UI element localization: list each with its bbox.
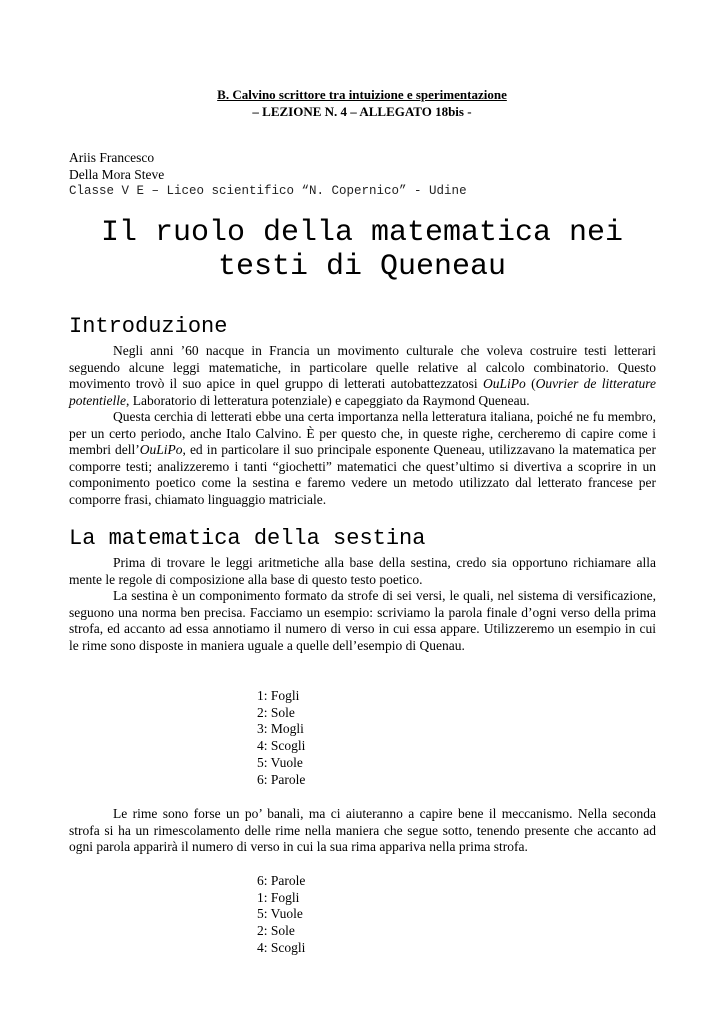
list-item: 5: Vuole [257, 754, 303, 770]
list-item: 3: Mogli [257, 721, 304, 737]
list-item: 5: Vuole [257, 906, 303, 922]
section-heading-introduction: Introduzione [69, 314, 228, 339]
list-item: 4: Scogli [257, 939, 306, 955]
list-item: 6: Parole [257, 771, 306, 787]
sestina-body-2 [69, 806, 656, 856]
intro-p1-text-c: , Laboratorio di letteratura potenziale) e capeggiato da Raymond Queneau. [125, 392, 530, 408]
intro-p2-text-b: , ed in particolare il suo principale esponente Queneau, utilizzavano la matematica per comporre testi; analizzeremo i tanti “giochetti” matematici che quest’ultimo si divertiva a scoprire in un componimento poetico come la sestina e faremo vedere un metodo utilizzato dal letterato francese per comporre frasi, chiamato linguaggio matriciale. [69, 442, 656, 507]
sestina-paragraph-2: La sestina è un componimento formato da strofe di sei versi, le quali, nel sistema di versificazione, seguono una norma ben precisa. Facciamo un esempio: scriviamo la parola finale d’ogni verso della prima strofa, ed accanto ad essa annotiamo il numero di verso in cui essa appare. Utilizzeremo un esempio in cui le rime sono disposte in maniera uguale a quelle dell’esempio di Quenau. [69, 588, 656, 653]
oulipo-french-name: Ouvrier de litterature potentielle [69, 376, 656, 408]
author-name-2: Della Mora Steve [69, 166, 165, 182]
list-item: 6: Parole [257, 873, 306, 888]
authors-block [69, 150, 467, 200]
intro-p1-text-b: ( [525, 376, 536, 391]
title-line-2: testi di Queneau [217, 250, 507, 284]
oulipo-term-2: OuLiPo [139, 442, 183, 457]
rhyme-list-first-stanza [257, 688, 305, 788]
author-name-1: Ariis Francesco [69, 150, 155, 165]
school-line: Classe V E – Liceo scientifico “N. Copernico” - Udine [69, 184, 467, 198]
list-item: 2: Sole [257, 923, 295, 939]
sestina-paragraph-3: Le rime sono forse un po’ banali, ma ci aiuteranno a capire bene il meccanismo. Nella seconda strofa si ha un rimescolamento delle rime nella maniera che segue sotto, tenendo presente che accanto ad ogni parola apparirà il numero di verso in cui la sua rima appariva nella prima strofa. [69, 806, 656, 854]
header-line-2: – LEZIONE N. 4 – ALLEGATO 18bis - [252, 104, 472, 119]
intro-p2-text-a: Questa cerchia di letterati ebbe una certa importanza nella letteratura italiana, poiché ne fu membro, per un certo periodo, anche Italo Calvino. È per questo che, in queste righe, cercheremo di capire come i membri dell’ [69, 409, 656, 457]
intro-paragraph-1 [69, 343, 656, 409]
list-item: 1: Fogli [257, 688, 300, 703]
oulipo-term: OuLiPo [483, 376, 526, 391]
header-line-1: B. Calvino scrittore tra intuizione e sperimentazione [217, 87, 507, 102]
rhyme-list-second-stanza [257, 873, 305, 957]
intro-paragraph-2 [69, 409, 656, 508]
title-line-1: Il ruolo della matematica nei [100, 216, 624, 250]
introduction-body [69, 343, 656, 508]
sestina-paragraph-1: Prima di trovare le leggi aritmetiche alla base della sestina, credo sia opportuno richiamare alla mente le regole di composizione alla base di questo testo poetico. [69, 555, 656, 587]
list-item: 4: Scogli [257, 738, 306, 754]
sestina-body-1 [69, 555, 656, 654]
section-heading-sestina: La matematica della sestina [69, 526, 426, 551]
list-item: 2: Sole [257, 704, 295, 720]
list-item: 1: Fogli [257, 889, 300, 905]
document-title [0, 216, 724, 284]
document-header [0, 86, 724, 120]
intro-p1-text-a: Negli anni ’60 nacque in Francia un movimento culturale che voleva costruire testi letterari seguendo alcune leggi matematiche, in particolare quelle relative al calcolo combinatorio. Questo movimento trovò il suo apice in quel gruppo di letterati autobattezzatosi [69, 343, 656, 391]
